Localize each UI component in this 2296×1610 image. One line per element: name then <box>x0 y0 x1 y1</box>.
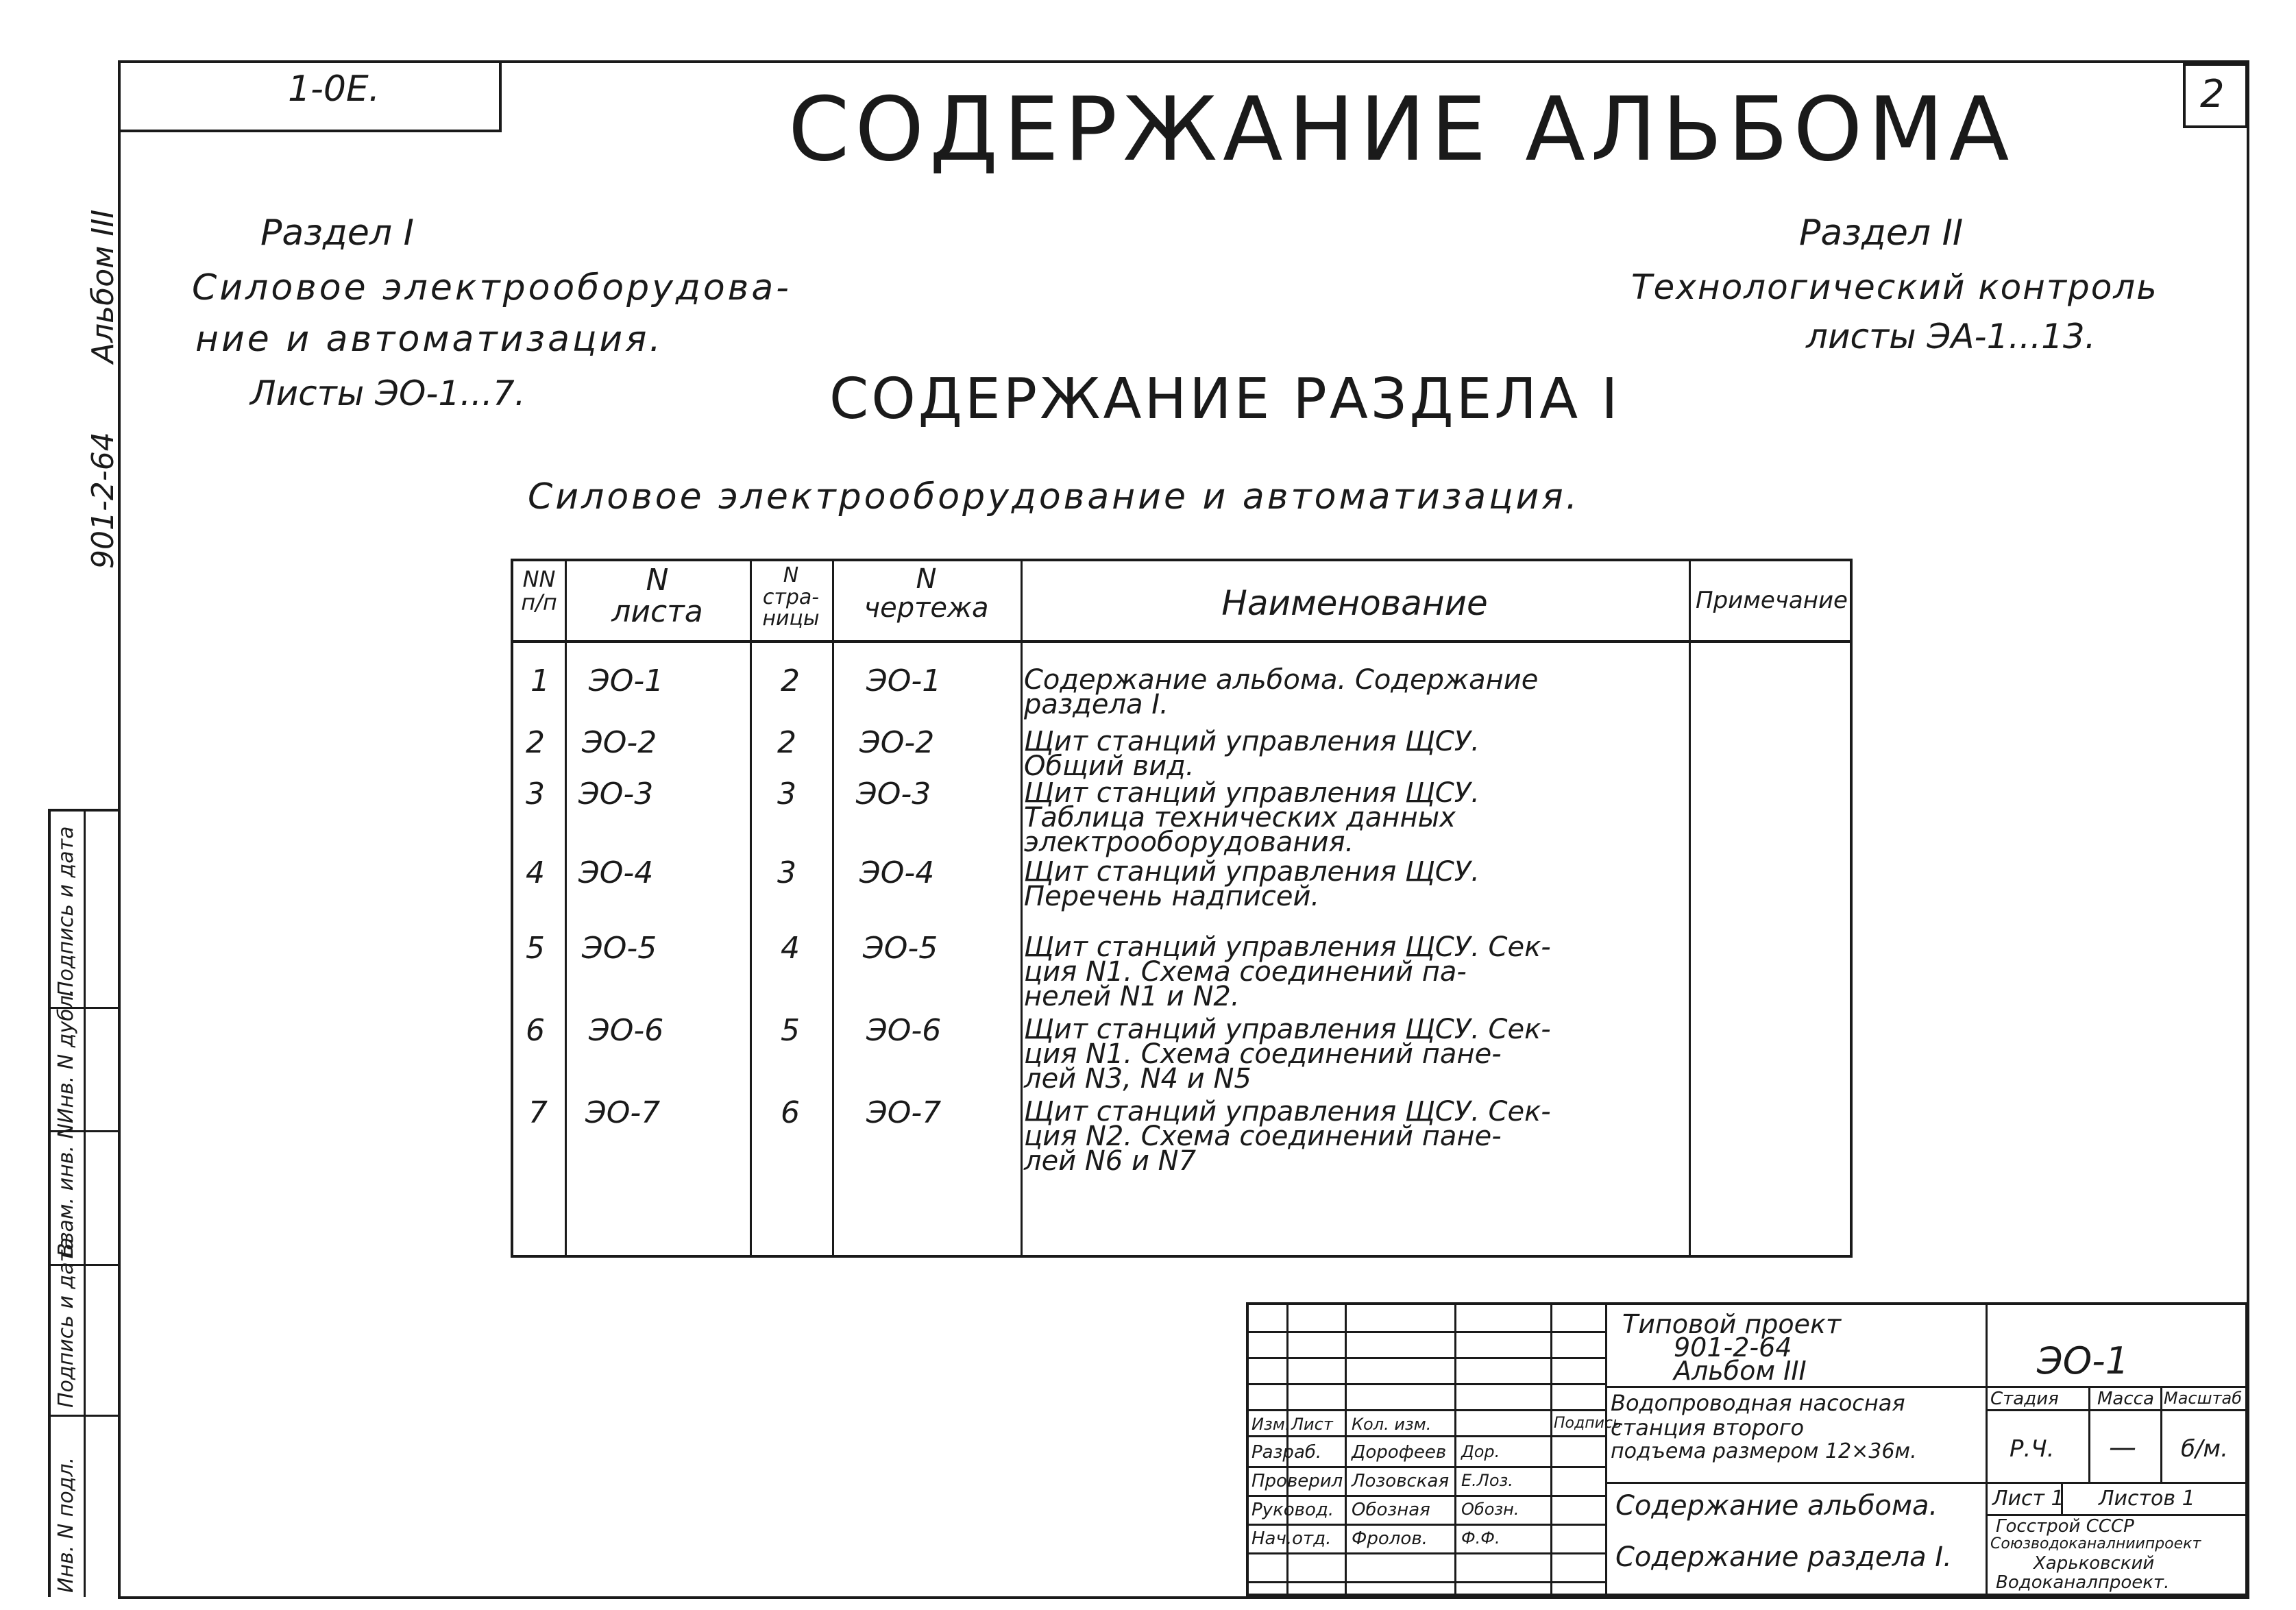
tb-sign-head: Обозн. <box>1461 1500 1519 1519</box>
contents-table: NN п/п N листа N стра- ницы N чертежа Наименование Примечание 1 ЭО-1 2 ЭО-1 Содержание альбома. Содержание раздела I. 2 ЭО-2 2 ЭО-2 Щит станций управления ЩСУ. Общий вид. 3 ЭО-3 3 ЭО-3 Щит станций управления ЩСУ. Таблица технических данных электрооборудования. 4 ЭО-4 3 ЭО-4 Щит станций управления ЩСУ. Перечень надписей. 5 ЭО-5 4 ЭО-5 Щит станций управления ЩСУ. Сек- ция N1. Схема соединений па- нелей N1 и N2. 6 ЭО-6 5 ЭО-6 Щит станций управления ЩСУ. Сек- ция N1. Схема соединений пане- лей N3, N4 и N5 7 ЭО-7 6 ЭО-7 Щит станций управления ЩСУ. Сек- ция N2. Схема соединений пане- лей N6 и N7 <box>511 559 1853 1258</box>
tb-scale: б/м. <box>2181 1435 2228 1463</box>
section2-heading: Раздел II <box>1799 212 1964 254</box>
section1-sheets: Листы ЭО-1...7. <box>250 374 526 413</box>
section1-line2: ние и автоматизация. <box>195 319 663 360</box>
tb-name-developer: Дорофеев <box>1352 1442 1447 1463</box>
tb-header-sheet: Лист <box>1291 1415 1333 1434</box>
section2-sheets: листы ЭА-1...13. <box>1806 317 2096 356</box>
tb-project-line1: Типовой проект <box>1622 1309 1842 1339</box>
sheet-number: 2 <box>2200 72 2225 117</box>
section2-line1: Технологический контроль <box>1631 267 2158 307</box>
tb-mass: — <box>2109 1432 2136 1463</box>
margin-project: 901-2-64 <box>86 432 121 569</box>
tb-role-checker: Проверил <box>1251 1471 1343 1491</box>
tb-org-line1: Госстрой СССР <box>1996 1516 2134 1537</box>
stamp-orig-inv: Инв. N подл. <box>54 1456 78 1593</box>
tb-sign-dept: Ф.Ф. <box>1461 1528 1500 1548</box>
tb-role-head: Руковод. <box>1251 1500 1334 1520</box>
header-sheet: N листа <box>611 563 703 630</box>
tb-sign-checker: Е.Лоз. <box>1461 1471 1513 1490</box>
header-name: Наименование <box>1221 583 1488 623</box>
tb-header-count: Кол. изм. <box>1352 1415 1432 1434</box>
tb-object-line3: подъема размером 12×36м. <box>1611 1439 1917 1463</box>
tb-org-line4: Водоканалпроект. <box>1996 1572 2170 1593</box>
tb-sign-developer: Дор. <box>1461 1442 1500 1461</box>
tb-object-line1: Водопроводная насосная <box>1611 1390 1905 1416</box>
tb-header-change: Изм. <box>1251 1415 1291 1434</box>
tb-col-stage: Стадия <box>1990 1389 2059 1409</box>
tb-name-dept: Фролов. <box>1352 1528 1428 1549</box>
tb-code: ЭО-1 <box>2037 1339 2129 1382</box>
tb-object-line2: станция второго <box>1611 1415 1805 1441</box>
section-title: СОДЕРЖАНИЕ РАЗДЕЛА I <box>829 367 1621 432</box>
stamp-sign-date-2: Подпись и дата <box>54 1237 78 1408</box>
tb-org-line3: Харьковский <box>2034 1553 2155 1574</box>
tb-col-mass: Масса <box>2097 1389 2154 1409</box>
header-note: Примечание <box>1696 587 1848 614</box>
tb-stage: Р.Ч. <box>2010 1435 2055 1463</box>
tb-project-line3: Альбом III <box>1674 1356 1807 1386</box>
main-title: СОДЕРЖАНИЕ АЛЬБОМА <box>788 79 2015 181</box>
title-block <box>1246 1302 2248 1596</box>
margin-album: Альбом III <box>86 209 121 363</box>
tb-org-line2: Союзводоканалниипроект <box>1990 1535 2201 1552</box>
header-num: NN п/п <box>521 566 557 615</box>
stamp-replace-inv: Взам. инв. N <box>54 1123 78 1257</box>
section1-heading: Раздел I <box>260 212 414 254</box>
header-page: N стра- ницы <box>762 563 820 631</box>
tb-project-line2: 901-2-64 <box>1674 1332 1792 1363</box>
tb-col-scale: Масштаб <box>2164 1389 2243 1408</box>
tb-sheets-total: Листов 1 <box>2099 1487 2195 1511</box>
tb-name-checker: Лозовская <box>1352 1471 1450 1491</box>
margin-stamp <box>48 809 118 1597</box>
tb-doc-line1: Содержание альбома. <box>1615 1490 1938 1522</box>
stamp-dup-inv: Инв. N дубл. <box>54 988 78 1123</box>
section1-line1: Силовое электрооборудова- <box>192 267 792 308</box>
tb-role-developer: Разраб. <box>1251 1442 1322 1463</box>
tb-doc-line2: Содержание раздела I. <box>1615 1541 1952 1573</box>
header-drawing: N чертежа <box>864 563 989 624</box>
tb-name-head: Обозная <box>1352 1500 1430 1520</box>
section-subtitle: Силовое электрооборудование и автоматизация. <box>528 476 1580 517</box>
tb-sheet: Лист 1 <box>1992 1487 2064 1511</box>
stamp-sign-date-1: Подпись и дата <box>54 826 78 997</box>
tb-header-signature: Подпись <box>1554 1415 1622 1432</box>
corner-code: 1-0E. <box>288 69 380 110</box>
tb-role-dept: Нач.отд. <box>1251 1528 1332 1549</box>
